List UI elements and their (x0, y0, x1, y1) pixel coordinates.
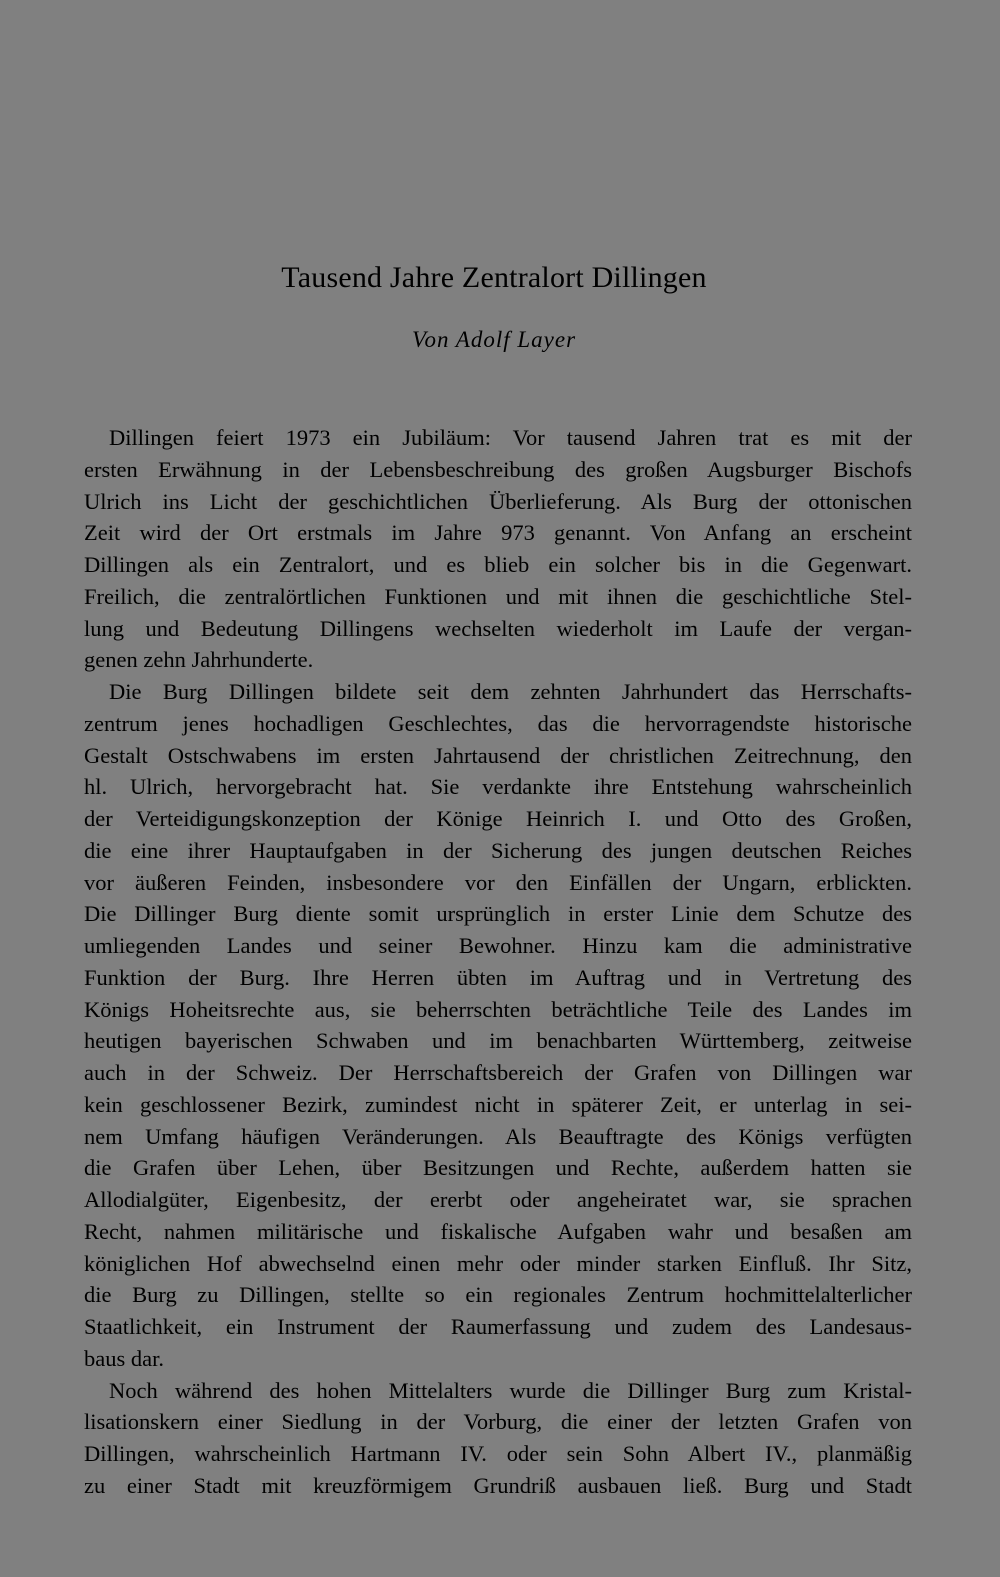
text-line: die Burg zu Dillingen, stellte so ein regionales Zentrum hochmittelalterlicher (84, 1282, 912, 1308)
text-line: Die Dillinger Burg diente somit ursprünglich in erster Linie dem Schutze des (84, 901, 912, 927)
text-line: zu einer Stadt mit kreuzförmigem Grundriß ausbauen ließ. Burg und Stadt (84, 1472, 912, 1498)
text-line: kein geschlossener Bezirk, zumindest nicht in späterer Zeit, er unterlag in sei- (84, 1091, 912, 1117)
text-line: Dillingen, wahrscheinlich Hartmann IV. oder sein Sohn Albert IV., planmäßig (84, 1441, 912, 1466)
text-line: genen zehn Jahrhunderte. (84, 647, 314, 673)
article-author: Von Adolf Layer (411, 327, 577, 352)
text-line: Funktion der Burg. Ihre Herren übten im Auftrag und in Vertretung des (84, 964, 912, 990)
paragraph (84, 676, 912, 1375)
text-line: hl. Ulrich, hervorgebracht hat. Sie verdankte ihre Entstehung wahrscheinlich (84, 774, 912, 800)
paragraph (84, 1375, 912, 1502)
text-line: Dillingen feiert 1973 ein Jubiläum: Vor tausend Jahren trat es mit der (109, 425, 912, 450)
text-line: Die Burg Dillingen bildete seit dem zehnten Jahrhundert das Herrschafts- (109, 679, 912, 704)
text-line: Königs Hoheitsrechte aus, sie beherrschten beträchtliche Teile des Landes im (84, 996, 912, 1022)
text-line: Staatlichkeit, ein Instrument der Raumerfassung und zudem des Landesaus- (84, 1314, 912, 1339)
text-line: Dillingen als ein Zentralort, und es blieb ein solcher bis in die Gegenwart. (84, 552, 912, 577)
text-line: nem Umfang häufigen Veränderungen. Als Beauftragte des Königs verfügten (84, 1123, 912, 1149)
text-line: Freilich, die zentralörtlichen Funktionen und mit ihnen die geschichtliche Stel- (84, 583, 912, 609)
text-line: königlichen Hof abwechselnd einen mehr oder minder starken Einfluß. Ihr Sitz, (84, 1250, 912, 1276)
text-line: Noch während des hohen Mittelalters wurde die Dillinger Burg zum Kristal- (109, 1377, 912, 1403)
text-line: ersten Erwähnung in der Lebensbeschreibung des großen Augsburger Bischofs (84, 456, 912, 482)
text-line: der Verteidigungskonzeption der Könige Heinrich I. und Otto des Großen, (84, 806, 912, 831)
text-line: die Grafen über Lehen, über Besitzungen und Rechte, außerdem hatten sie (84, 1155, 912, 1181)
text-line: lung und Bedeutung Dillingens wechselten wiederholt im Laufe der vergan- (84, 615, 912, 641)
article-title: Tausend Jahre Zentralort Dillingen (281, 261, 707, 294)
text-line: lisationskern einer Siedlung in der Vorburg, die einer der letzten Grafen von (84, 1409, 912, 1435)
text-line: zentrum jenes hochadligen Geschlechtes, das die hervorragendste historische (84, 710, 912, 736)
text-line: die eine ihrer Hauptaufgaben in der Sicherung des jungen deutschen Reiches (84, 837, 912, 863)
article-body (84, 422, 912, 1502)
text-line: vor äußeren Feinden, insbesondere vor den Einfällen der Ungarn, erblickten. (84, 869, 912, 895)
text-line: Gestalt Ostschwabens im ersten Jahrtausend der christlichen Zeitrechnung, den (84, 742, 912, 768)
text-line: heutigen bayerischen Schwaben und im benachbarten Württemberg, zeitweise (84, 1028, 912, 1054)
text-line: Allodialgüter, Eigenbesitz, der ererbt oder angeheiratet war, sie sprachen (84, 1187, 912, 1212)
text-line: auch in der Schweiz. Der Herrschaftsbereich der Grafen von Dillingen war (84, 1060, 912, 1085)
paragraph (84, 422, 912, 676)
text-line: Recht, nahmen militärische und fiskalische Aufgaben wahr und besaßen am (84, 1218, 912, 1244)
text-line: umliegenden Landes und seiner Bewohner. Hinzu kam die administrative (84, 933, 912, 958)
text-line: Ulrich ins Licht der geschichtlichen Überlieferung. Als Burg der ottonischen (84, 488, 912, 514)
text-line: Zeit wird der Ort erstmals im Jahre 973 genannt. Von Anfang an erscheint (84, 520, 912, 546)
text-line: baus dar. (84, 1345, 164, 1371)
